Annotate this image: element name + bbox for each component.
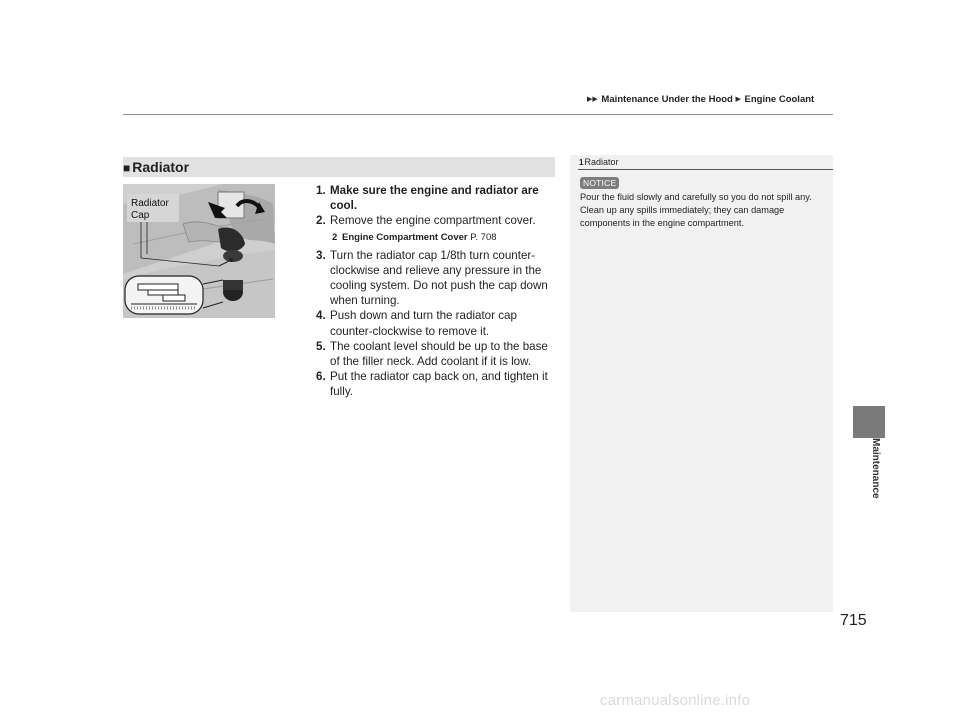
step-3: 3. Turn the radiator cap 1/8th turn counter-clockwise and relieve any pressure in the cooling system. Do not push the cap down when turning. xyxy=(316,248,548,308)
chapter-tab-label: Maintenance xyxy=(870,438,881,499)
chapter-tab-marker xyxy=(853,406,885,438)
page-number: 715 xyxy=(840,612,867,629)
step-1: 1. Make sure the engine and radiator are cool. xyxy=(316,184,539,213)
sidebar-heading xyxy=(579,157,618,167)
breadcrumb xyxy=(587,94,814,105)
breadcrumb-arrow-icon: ▶▶ xyxy=(587,96,598,103)
section-title xyxy=(123,157,189,177)
figure-label-cap: Cap xyxy=(131,210,150,221)
step-2: 2. Remove the engine compartment cover. xyxy=(316,214,536,228)
chapter-tab[interactable] xyxy=(869,438,883,508)
sidebar-divider xyxy=(578,169,833,170)
radiator-cap-illustration xyxy=(123,184,275,318)
note-marker-icon: 1 xyxy=(579,158,584,167)
sidebar-heading-text: Radiator xyxy=(584,157,619,167)
breadcrumb-item-engine-coolant[interactable]: Engine Coolant xyxy=(744,94,815,105)
watermark: carmanualsonline.info xyxy=(600,692,751,709)
step-4: 4. Push down and turn the radiator cap counter-clockwise to remove it. xyxy=(316,309,517,338)
engine-bay-drawing xyxy=(123,184,275,318)
cross-reference-link[interactable] xyxy=(312,231,560,245)
reference-arrow-icon: 2 xyxy=(332,231,338,243)
reference-page: P. 708 xyxy=(470,231,497,243)
section-title-text: Radiator xyxy=(132,159,190,175)
header-divider xyxy=(123,114,833,115)
step-5: 5. The coolant level should be up to the base of the filler neck. Add coolant if it is low. xyxy=(316,339,548,369)
figure-label-radiator: Radiator xyxy=(131,198,169,209)
notice-text: Pour the fluid slowly and carefully so you do not spill any. Clean up any spills immediately; they can damage components in the engine compartment. xyxy=(580,192,812,228)
reference-title[interactable]: Engine Compartment Cover xyxy=(342,231,468,243)
breadcrumb-arrow-icon: ▶ xyxy=(735,96,741,103)
procedure-steps xyxy=(312,183,560,400)
breadcrumb-item-maintenance-under-the-hood[interactable]: Maintenance Under the Hood xyxy=(601,94,733,105)
step-6: 6. Put the radiator cap back on, and tighten it fully. xyxy=(316,370,548,399)
section-marker-icon: ■ xyxy=(123,161,131,175)
notice-badge: NOTICE xyxy=(580,177,619,189)
